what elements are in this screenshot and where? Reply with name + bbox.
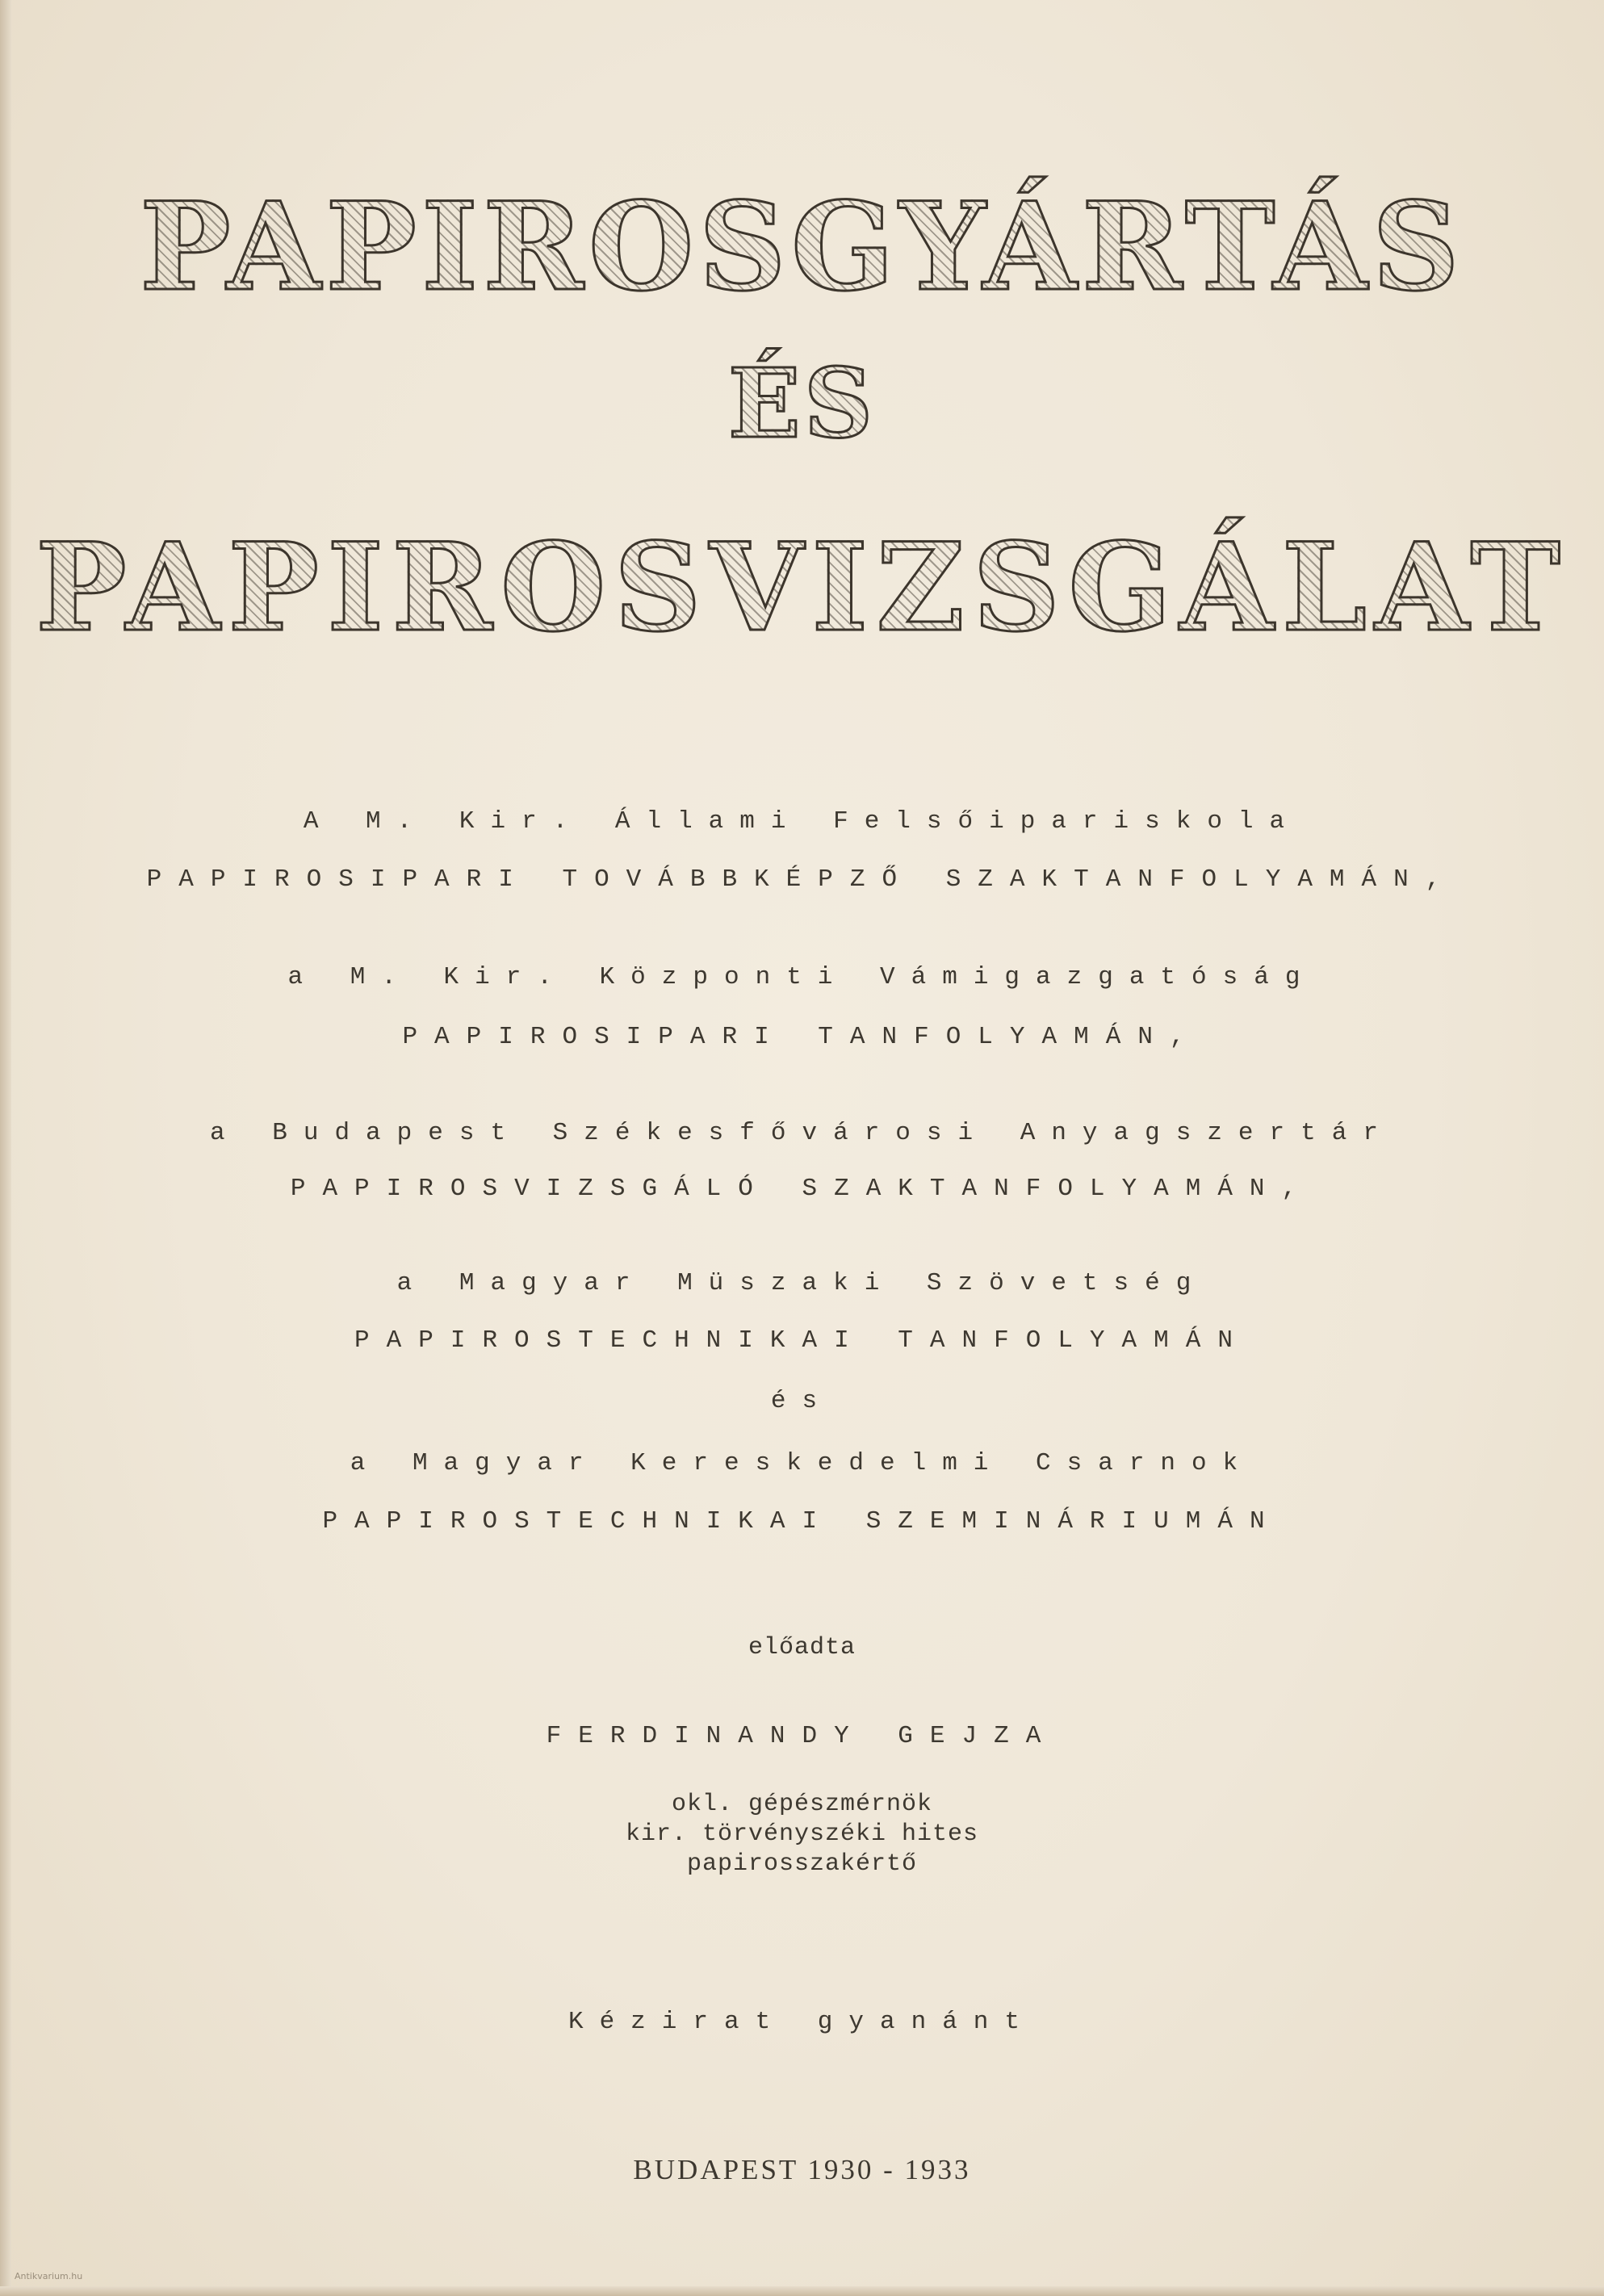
institution-3-course: PAPIROSVIZSGÁLÓ SZAKTANFOLYAMÁN, (290, 1175, 1314, 1203)
institution-2-name: a M. Kir. Központi Vámigazgatóság (287, 963, 1317, 991)
author-title-1: okl. gépészmérnök (671, 1791, 933, 1818)
institution-2-course: PAPIROSIPARI TANFOLYAMÁN, (402, 1023, 1202, 1051)
title-line-3: PAPIROSVIZSGÁLAT (0, 517, 1604, 659)
place-and-date: BUDAPEST 1930 - 1933 (633, 2154, 971, 2185)
connector-text: és (770, 1387, 834, 1415)
corner-mark: Antikvarium.hu (15, 2271, 83, 2281)
page-bottom-edge (0, 2286, 1604, 2296)
institution-1-name: A M. Kir. Állami Felsőipariskola (303, 807, 1301, 836)
institution-3-name: a Budapest Székesfővárosi Anyagszertár (210, 1119, 1394, 1147)
institution-5-course: PAPIROSTECHNIKAI SZEMINÁRIUMÁN (322, 1507, 1282, 1536)
institution-5-name: a Magyar Kereskedelmi Csarnok (350, 1449, 1254, 1477)
page-left-edge (0, 0, 11, 2296)
institution-1-course: PAPIROSIPARI TOVÁBBKÉPZŐ SZAKTANFOLYAMÁN, (146, 865, 1458, 894)
title-line-1: PAPIROSGYÁRTÁS (0, 176, 1604, 318)
author-title-3: papirosszakértő (686, 1850, 918, 1878)
title-line-2: ÉS (0, 347, 1604, 459)
institution-4-name: a Magyar Müszaki Szövetség (396, 1269, 1208, 1297)
manuscript-note: Kézirat gyanánt (567, 2008, 1037, 2036)
author-title-2: kir. törvényszéki hites (625, 1820, 979, 1848)
institution-4-course: PAPIROSTECHNIKAI TANFOLYAMÁN (354, 1326, 1250, 1355)
presented-by-label: előadta (748, 1634, 856, 1661)
author-name: FERDINANDY GEJZA (546, 1722, 1058, 1750)
